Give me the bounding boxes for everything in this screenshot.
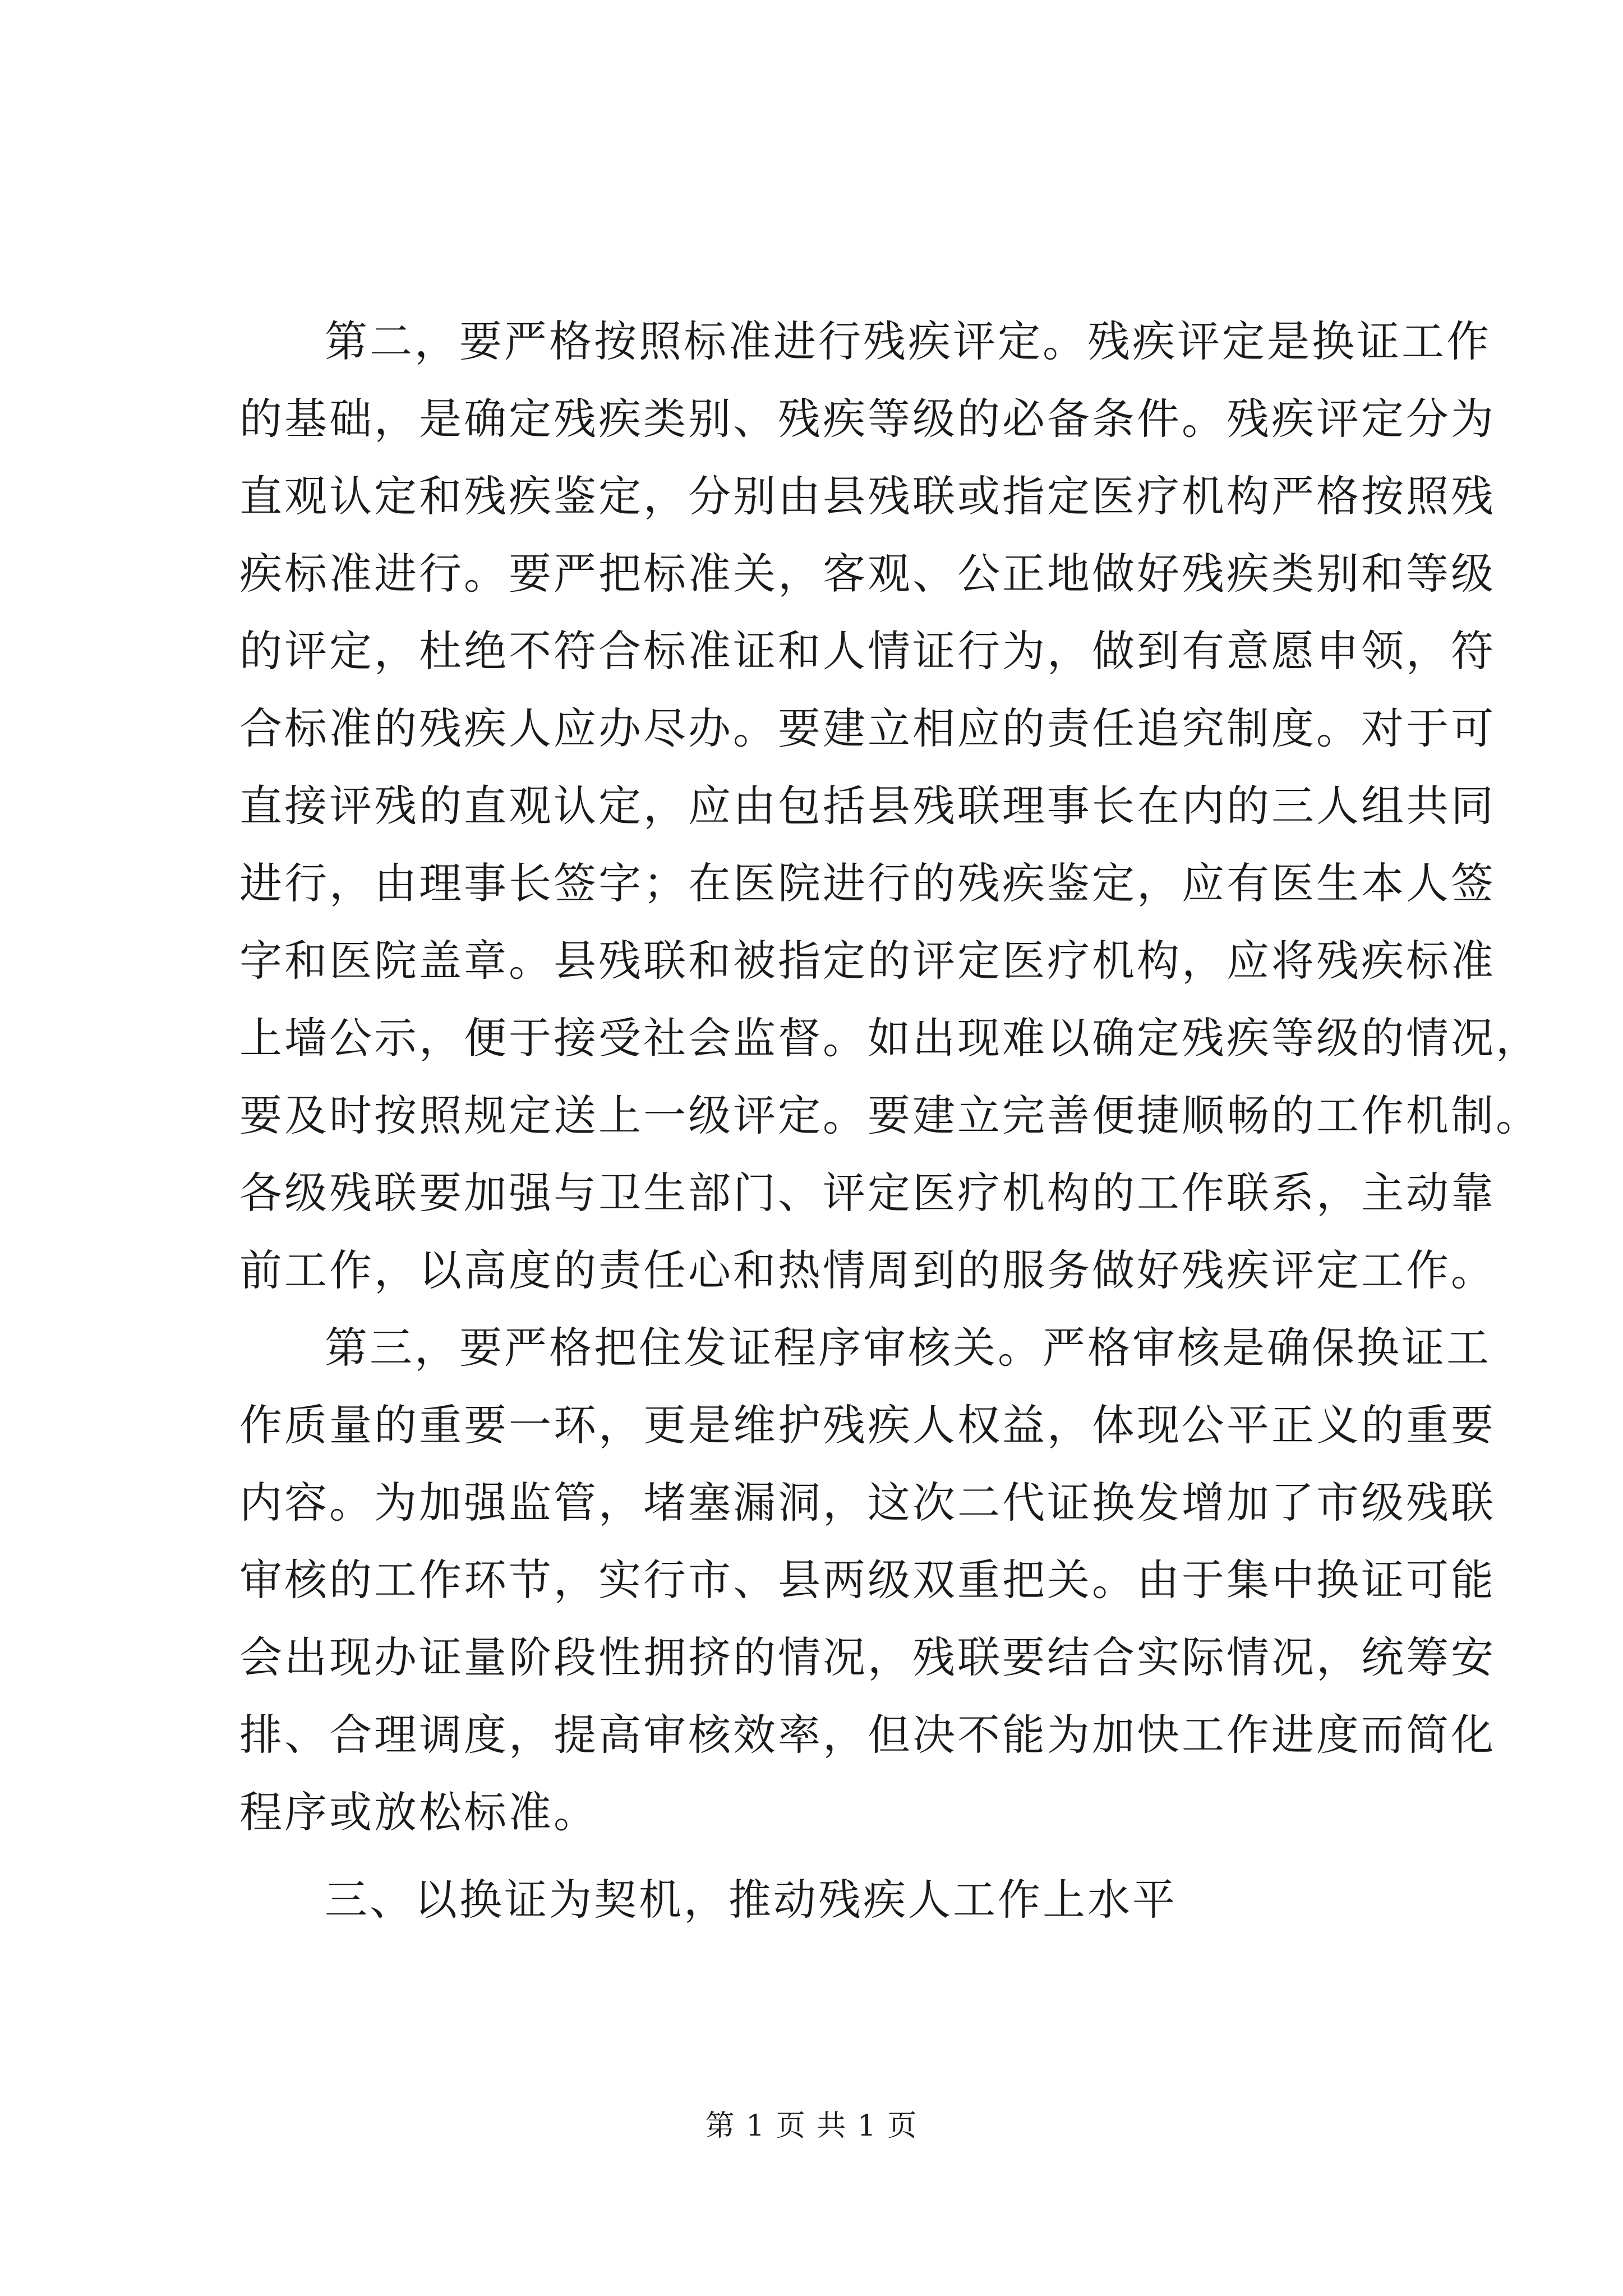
text-line: 要及时按照规定送上一级评定。要建立完善便捷顺畅的工作机制。 [239, 1091, 1541, 1140]
page-footer [0, 2106, 1623, 2146]
text-line: 进行，由理事长签字；在医院进行的残疾鉴定，应有医生本人签 [239, 858, 1496, 908]
section-heading-text: 三、以换证为契机，推动残疾人工作上水平 [325, 1875, 1177, 1925]
page-number-label: 第 1 页 共 1 页 [705, 2109, 918, 2143]
text-line: 的基础，是确定残疾类别、残疾等级的必备条件。残疾评定分为 [239, 394, 1496, 444]
paragraph-second-requirement [239, 303, 1541, 1309]
text-line: 会出现办证量阶段性拥挤的情况，残联要结合实际情况，统筹安 [239, 1632, 1496, 1682]
text-line: 第三，要严格把住发证程序审核关。严格审核是确保换证工 [325, 1323, 1491, 1373]
text-line: 直接评残的直观认定，应由包括县残联理事长在内的三人组共同 [239, 781, 1496, 831]
text-line: 程序或放松标准。 [239, 1787, 598, 1837]
text-line: 各级残联要加强与卫生部门、评定医疗机构的工作联系，主动靠 [239, 1168, 1496, 1218]
text-line: 审核的工作环节，实行市、县两级双重把关。由于集中换证可能 [239, 1555, 1496, 1605]
text-line: 上墙公示，便于接受社会监督。如出现难以确定残疾等级的情况， [239, 1013, 1541, 1063]
text-line: 直观认定和残疾鉴定，分别由县残联或指定医疗机构严格按照残 [239, 471, 1496, 521]
text-line: 疾标准进行。要严把标准关，客观、公正地做好残疾类别和等级 [239, 549, 1496, 599]
text-line: 作质量的重要一环，更是维护残疾人权益，体现公平正义的重要 [239, 1400, 1496, 1450]
paragraph-third-requirement [239, 1309, 1496, 1851]
text-line: 排、合理调度，提高审核效率，但决不能为加快工作进度而简化 [239, 1710, 1496, 1760]
document-body [239, 303, 1541, 1939]
text-line: 的评定，杜绝不符合标准证和人情证行为，做到有意愿申领，符 [239, 626, 1496, 676]
section-heading [239, 1861, 1428, 1939]
text-line: 字和医院盖章。县残联和被指定的评定医疗机构，应将残疾标准 [239, 936, 1496, 986]
text-line: 合标准的残疾人应办尽办。要建立相应的责任追究制度。对于可 [239, 703, 1496, 753]
text-line: 内容。为加强监管，堵塞漏洞，这次二代证换发增加了市级残联 [239, 1478, 1496, 1527]
text-line: 前工作，以高度的责任心和热情周到的服务做好残疾评定工作。 [239, 1245, 1496, 1295]
text-line: 第二，要严格按照标准进行残疾评定。残疾评定是换证工作 [325, 316, 1491, 366]
